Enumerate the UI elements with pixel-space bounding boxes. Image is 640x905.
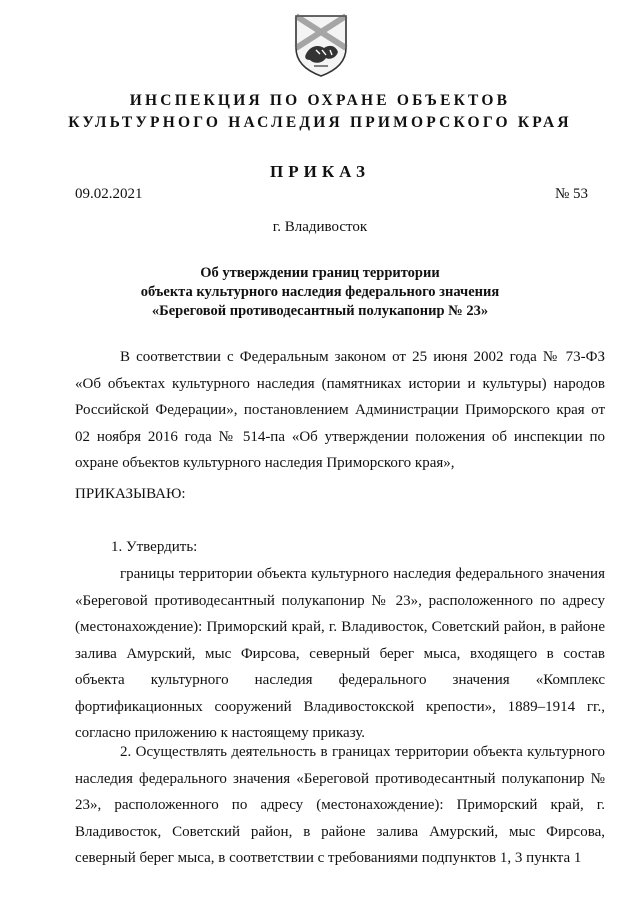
document-type-title: ПРИКАЗ [270,162,370,181]
header-line-1: ИНСПЕКЦИЯ ПО ОХРАНЕ ОБЪЕКТОВ [129,92,511,109]
header-line-2: КУЛЬТУРНОГО НАСЛЕДИЯ ПРИМОРСКОГО КРАЯ [68,114,572,131]
city: г. Владивосток [272,219,368,235]
preamble-paragraph: В соответствии с Федеральным законом от 25 июня 2002 года № 73-ФЗ «Об объектах культурного наследия (памятниках истории и культуры) народов Российской Федерации», постановлением Администрации Приморского края от 02 ноября 2016 года № 514-па «Об утверждении положения об инспекции по охране объектов культурного наследия Приморского края», [75,349,605,471]
coat-of-arms-emblem [292,10,350,78]
item-2-paragraph: 2. Осуществлять деятельность в границах территории объекта культурного наследия федерального значения «Береговой противодесантный полукапонир № 23», расположенного по адресу (местонахождение): Приморский край, г. Владивосток, Советский район, в районе залива Амурский, мыс Фирсова, северный берег мыса, в соответствии с требованиями подпунктов 1, 3 пункта 1 [75,744,605,866]
order-title-line-2: объекта культурного наследия федерального значения [140,284,500,300]
item-1-heading: 1. Утвердить: [111,539,198,555]
order-title [0,264,640,321]
order-title-line-1: Об утверждении границ территории [200,265,440,281]
order-title-line-3: «Береговой противодесантный полукапонир № 23» [151,303,489,319]
item-1-paragraph: границы территории объекта культурного наследия федерального значения «Береговой противодесантный полукапонир № 23», расположенного по адресу (местонахождение): Приморский край, г. Владивосток, Советский район, в районе залива Амурский, мыс Фирсова, северный берег мыса, входящего в состав объекта культурного наследия федерального значения «Комплекс фортификационных сооружений Владивостокской крепости», 1889–1914 гг., согласно приложению к настоящему приказу. [75,566,605,741]
order-word: ПРИКАЗЫВАЮ: [75,486,186,502]
order-date: 09.02.2021 [75,186,143,202]
order-number: № 53 [554,186,588,202]
